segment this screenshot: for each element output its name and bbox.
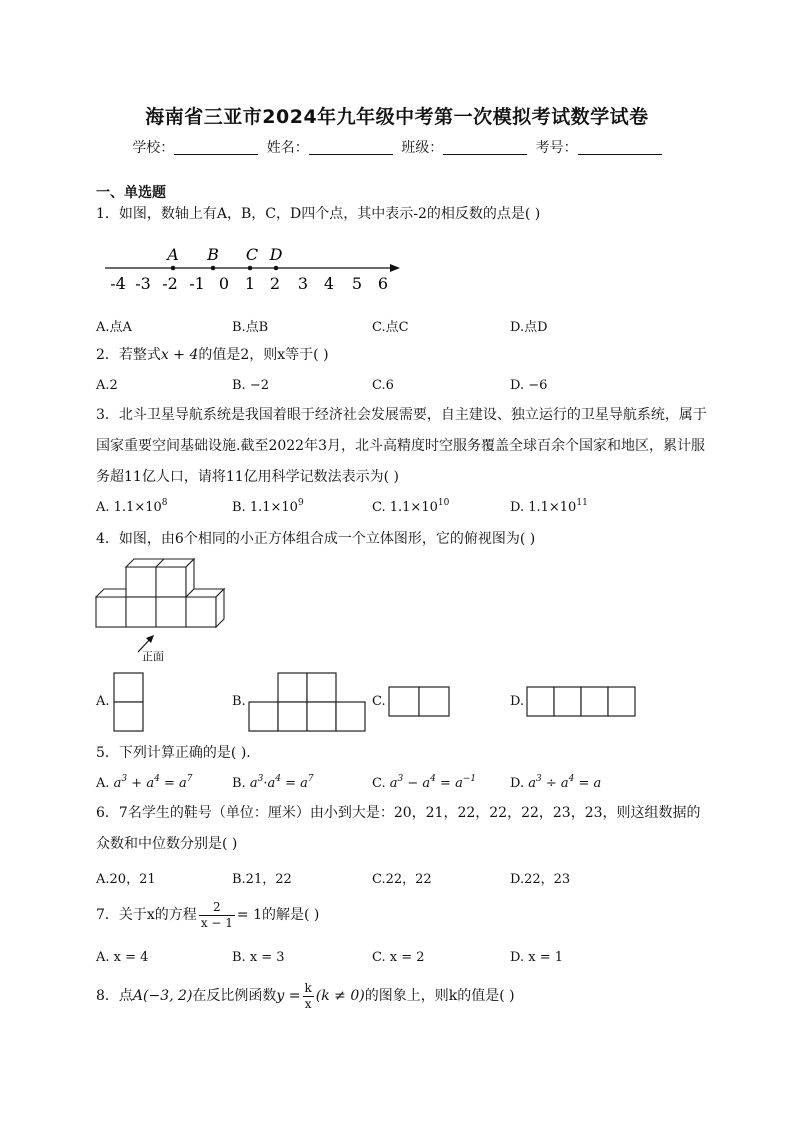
q5-option-c[interactable]	[372, 776, 476, 791]
q6-option-d[interactable]: D.22，23	[510, 872, 571, 887]
q2-expression: x + 4	[160, 347, 199, 363]
q3-a-base: A. 1.1×10	[96, 500, 162, 515]
number-line-tick-3: -1	[189, 274, 205, 293]
q5-d-p3: 4	[568, 774, 575, 784]
q1-option-b[interactable]: B.点B	[232, 320, 269, 335]
q5-b-p3: 4	[275, 774, 281, 784]
number-line-tick-0: -4	[110, 274, 126, 293]
number-line-point-A	[171, 266, 176, 271]
cube-top-1	[126, 567, 156, 597]
number-line-tick-9: 5	[351, 274, 363, 293]
cube-bottom-1-lid	[96, 589, 126, 597]
q5-b-p2: ·a	[263, 776, 276, 791]
q3-c-exp: 10	[437, 498, 450, 508]
question-8-text	[96, 978, 706, 1014]
q8-denominator: x	[304, 996, 312, 1011]
q5-b-p4: = a	[280, 776, 308, 791]
q5-c-p0: a	[389, 776, 398, 791]
name-label: 姓名：	[266, 140, 309, 156]
q8-point: A(−3, 2)	[132, 988, 193, 1004]
q4-option-c-view	[388, 686, 452, 718]
school-label: 学校：	[132, 140, 175, 156]
q7-option-c[interactable]: C. x = 2	[372, 950, 425, 965]
q8-mid: 在反比例函数	[192, 988, 277, 1004]
q7-option-a[interactable]: A. x = 4	[96, 950, 149, 965]
q5-a-p5: 7	[186, 774, 193, 784]
number-line-ticks	[110, 274, 388, 293]
q3-d-base: D. 1.1×10	[510, 500, 577, 515]
q3-b-base: B. 1.1×10	[232, 500, 298, 515]
exam-title: 海南省三亚市2024年九年级中考第一次模拟考试数学试卷	[145, 106, 649, 128]
q1-option-c[interactable]: C.点C	[372, 320, 409, 335]
number-line-tick-2: -2	[162, 274, 178, 293]
cube-top-2	[156, 567, 186, 597]
q2-pre: 2．若整式	[96, 347, 161, 363]
number-blank[interactable]	[578, 140, 662, 155]
question-7-text	[96, 898, 706, 932]
q7-post: = 1的解是( )	[236, 907, 320, 923]
q4-option-b[interactable]: B.	[232, 694, 246, 709]
number-label: 考号：	[535, 140, 578, 156]
q5-option-d[interactable]	[510, 776, 601, 791]
q6-option-a[interactable]: A.20，21	[96, 872, 156, 887]
q5-b-p5: 7	[307, 774, 314, 784]
q3-b-exp: 9	[297, 498, 304, 508]
number-line-label-D: D	[269, 245, 283, 264]
q5-b-p0: a	[249, 776, 258, 791]
q5-c-p2: − a	[403, 776, 431, 791]
q5-d-p2: ÷ a	[541, 776, 569, 791]
q8-func-lhs: y =	[276, 988, 301, 1004]
q5-option-a[interactable]	[96, 776, 192, 791]
section-heading: 一、单选题	[96, 185, 166, 201]
number-line-tick-8: 4	[323, 274, 335, 293]
q3-option-c[interactable]	[372, 500, 449, 515]
q5-d-lead: D.	[510, 776, 529, 791]
q1-option-d[interactable]: D.点D	[510, 320, 548, 335]
number-line-point-B	[211, 266, 216, 271]
q7-denominator: x − 1	[200, 915, 233, 930]
class-label: 班级：	[401, 140, 444, 156]
cube-bottom-1	[96, 597, 126, 627]
q4-option-a[interactable]: A.	[96, 694, 110, 709]
question-6-text: 6．7名学生的鞋号（单位：厘米）由小到大是：20，21，22，22，22，23，23，则这组数据的众数和中位数分别是( )	[96, 805, 701, 852]
q3-option-b[interactable]	[232, 500, 304, 515]
question-4-text: 4．如图，由6个相同的小正方体组合成一个立体图形，它的俯视图为( )	[96, 531, 536, 547]
number-line-point-D	[274, 266, 279, 271]
cube-bottom-2	[126, 597, 156, 627]
question-3-text: 3．北斗卫星导航系统是我国着眼于经济社会发展需要，自主建设、独立运行的卫星导航系统，属于国家重要空间基础设施.截至2022年3月，北斗高精度时空服务覆盖全球百余个国家和地区，累计服务超11亿人口，请将11亿用科学记数法表示为( )	[96, 407, 707, 485]
name-blank[interactable]	[309, 140, 393, 155]
number-line-tick-6: 2	[269, 274, 281, 293]
q3-option-d[interactable]	[510, 500, 588, 515]
q3-option-a[interactable]	[96, 500, 168, 515]
q8-condition: (k ≠ 0)	[315, 988, 365, 1004]
number-line-tick-4: 0	[218, 274, 230, 293]
q5-option-b[interactable]	[232, 776, 314, 791]
cube-solid-figure	[96, 558, 236, 668]
q2-option-d[interactable]: D. −6	[510, 378, 548, 393]
number-line-tick-10: 6	[377, 274, 389, 293]
q5-d-p1: 3	[536, 774, 542, 784]
front-label: 正面	[142, 650, 164, 663]
q5-a-p4: = a	[159, 776, 187, 791]
class-blank[interactable]	[443, 140, 527, 155]
q1-option-a[interactable]: A.点A	[96, 320, 132, 335]
q7-numerator: 2	[199, 900, 235, 916]
number-line-label-A: A	[167, 245, 179, 264]
q8-pre: 8．点	[96, 988, 133, 1004]
q5-a-p2: + a	[127, 776, 155, 791]
q5-c-p4: = a	[435, 776, 463, 791]
school-blank[interactable]	[174, 140, 258, 155]
q2-post: 的值是2，则x等于( )	[198, 347, 329, 363]
q5-d-p4: = a	[574, 776, 602, 791]
number-line-label-B: B	[207, 245, 219, 264]
q5-c-lead: C.	[372, 776, 390, 791]
q3-c-base: C. 1.1×10	[372, 500, 438, 515]
q3-a-exp: 8	[161, 498, 168, 508]
q8-fraction	[303, 981, 314, 1012]
q6-option-c[interactable]: C.22，22	[372, 872, 432, 887]
number-line-label-C: C	[245, 245, 259, 264]
student-info-row	[0, 137, 794, 157]
number-line-figure	[100, 240, 410, 300]
question-2-text	[96, 340, 706, 370]
q5-c-p5: −1	[462, 774, 477, 784]
q4-option-d[interactable]: D.	[510, 694, 525, 709]
q7-pre: 7．关于x的方程	[96, 907, 197, 923]
question-5-text: 5．下列计算正确的是( ).	[96, 745, 251, 761]
number-line-arrow-icon	[390, 264, 400, 272]
q4-option-b-view	[248, 672, 366, 732]
q2-option-a[interactable]: A.2	[96, 378, 118, 393]
q5-d-p0: a	[528, 776, 536, 791]
q5-a-lead: A.	[96, 776, 114, 791]
number-line-tick-1: -3	[135, 274, 151, 293]
q2-option-b[interactable]: B. −2	[232, 378, 269, 393]
q5-c-p3: 4	[430, 774, 436, 784]
q7-option-d[interactable]: D. x = 1	[510, 950, 563, 965]
q5-a-p0: a	[113, 776, 122, 791]
q7-option-b[interactable]: B. x = 3	[232, 950, 285, 965]
q4-option-d-view	[526, 686, 638, 718]
number-line-tick-7: 3	[297, 274, 309, 293]
q5-b-p1: 3	[257, 774, 264, 784]
q2-option-c[interactable]: C.6	[372, 378, 394, 393]
q5-b-lead: B.	[232, 776, 250, 791]
q8-numerator: k	[304, 980, 312, 995]
number-line-point-C	[248, 266, 253, 271]
q8-post: 的图象上，则k的值是( )	[364, 988, 515, 1004]
q5-c-p1: 3	[397, 774, 404, 784]
q3-d-exp: 11	[576, 498, 588, 508]
q5-a-p3: 4	[154, 774, 160, 784]
number-line-points	[165, 245, 282, 270]
q7-fraction	[199, 900, 235, 931]
q6-option-b[interactable]: B.21，22	[232, 872, 292, 887]
q4-option-a-view	[113, 672, 145, 732]
q4-option-c[interactable]: C.	[372, 694, 386, 709]
q5-a-p1: 3	[121, 774, 128, 784]
question-1-text: 1．如图，数轴上有A，B，C，D四个点，其中表示-2的相反数的点是( )	[96, 206, 541, 222]
cube-bottom-4	[186, 597, 216, 627]
number-line-tick-5: 1	[244, 274, 256, 293]
cube-bottom-3	[156, 597, 186, 627]
